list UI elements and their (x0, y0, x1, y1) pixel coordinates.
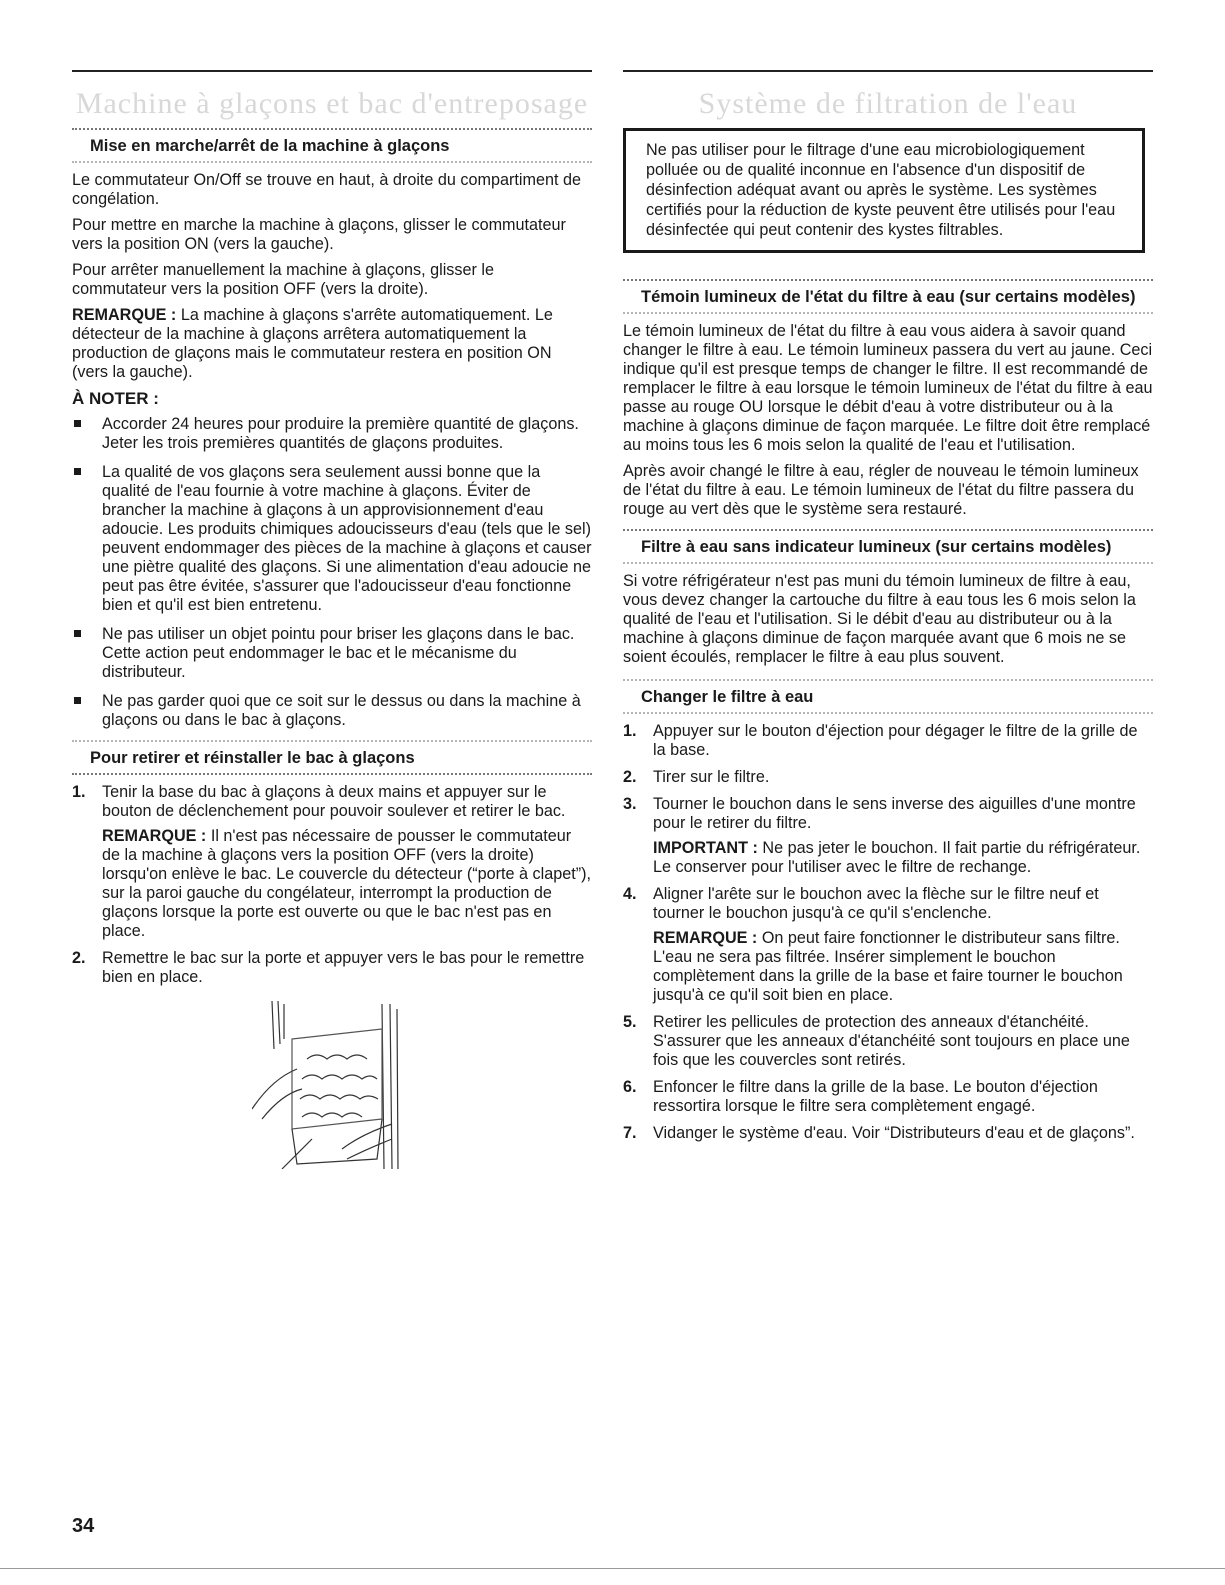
step-number: 1. (623, 722, 637, 740)
step-number: 4. (623, 885, 637, 903)
paragraph: Si votre réfrigérateur n'est pas muni du témoin lumineux de filtre à eau, vous devez changer la cartouche du filtre à eau tous les 6 mois selon la qualité de l'eau et l'utilisation. Si le débit d'eau au distributeur ou à la machine à glaçons diminue de façon marquée avant que 6 mois ne se soient écoulés, remplacer le filtre à eau plus souvent. (623, 572, 1136, 666)
subheading-change-filter: Changer le filtre à eau (641, 688, 814, 706)
step-text: Enfoncer le filtre dans la grille de la base. Le bouton d'éjection ressortira lorsque le filtre sera complètement engagé. (653, 1078, 1098, 1115)
step-text: Tirer sur le filtre. (653, 768, 770, 786)
square-bullet-icon (74, 630, 81, 637)
step-item (623, 768, 1153, 787)
step-number: 5. (623, 1013, 637, 1031)
remark-paragraph (102, 827, 592, 941)
step-item (623, 885, 1153, 1005)
page-number: 34 (72, 1515, 95, 1537)
bottom-rule (0, 1568, 1225, 1569)
paragraph: Pour arrêter manuellement la machine à glaçons, glisser le commutateur vers la position OFF (vers la droite). (72, 261, 494, 298)
note-list (72, 415, 592, 730)
ice-bin-illustration (252, 999, 432, 1169)
section-title-ice-maker: Machine à glaçons et bac d'entreposage (75, 87, 589, 120)
top-rule (72, 70, 592, 72)
important-label: IMPORTANT : (653, 839, 758, 857)
step-item (623, 1078, 1153, 1116)
important-text: Ne pas jeter le bouchon. Il fait partie du réfrigérateur. Le conserver pour l'utiliser avec le filtre de rechange. (653, 839, 1141, 876)
step-number: 7. (623, 1124, 637, 1142)
list-item (72, 415, 592, 453)
list-item (72, 463, 592, 615)
remark-text: Il n'est pas nécessaire de pousser le commutateur de la machine à glaçons vers la position OFF (vers la droite) lorsqu'on enlève le bac. Le couvercle du détecteur (“porte à clapet”), sur la paroi gauche du congélateur, interrompt la production de glaçons lorsque la porte est ouverte ou que le bac n'est pas en place. (102, 827, 591, 940)
step-text: Vidanger le système d'eau. Voir “Distributeurs d'eau et de glaçons”. (653, 1124, 1135, 1142)
subheading-filter-no-light: Filtre à eau sans indicateur lumineux (sur certains modèles) (641, 538, 1112, 556)
warning-text: Ne pas utiliser pour le filtrage d'une eau microbiologiquement polluée ou de qualité inconnue en l'absence d'un dispositif de désinfection adéquat avant ou après le système. Les systèmes certifiés pour la réduction de kyste peuvent être utilisés pour l'eau désinfectée qui peut contenir des kystes filtrables. (646, 141, 1116, 239)
list-item-text: Ne pas garder quoi que ce soit sur le dessus ou dans la machine à glaçons ou dans le bac à glaçons. (102, 692, 581, 729)
remove-bin-steps (72, 783, 592, 987)
step-text: Retirer les pellicules de protection des anneaux d'étanchéité. S'assurer que les anneaux d'étanchéité sont toujours en place une fois que les couvercles sont retirés. (653, 1013, 1130, 1069)
square-bullet-icon (74, 697, 81, 704)
right-column (623, 70, 1153, 1151)
step-number: 1. (72, 783, 86, 801)
note-heading: À NOTER : (72, 389, 159, 408)
remark-label: REMARQUE : (72, 306, 177, 324)
subheading-filter-status-light: Témoin lumineux de l'état du filtre à eau (sur certains modèles) (641, 288, 1136, 306)
remark-label: REMARQUE : (102, 827, 207, 845)
step-number: 6. (623, 1078, 637, 1096)
list-item-text: Accorder 24 heures pour produire la première quantité de glaçons. Jeter les trois premières quantités de glaçons produites. (102, 415, 579, 452)
important-paragraph (653, 839, 1153, 877)
paragraph: Le commutateur On/Off se trouve en haut, à droite du compartiment de congélation. (72, 171, 581, 208)
step-text: Appuyer sur le bouton d'éjection pour dégager le filtre de la grille de la base. (653, 722, 1138, 759)
step-text: Remettre le bac sur la porte et appuyer vers le bas pour le remettre bien en place. (102, 949, 585, 986)
step-text: Aligner l'arête sur le bouchon avec la flèche sur le filtre neuf et tourner le bouchon jusqu'à ce qu'il s'enclenche. (653, 885, 1099, 922)
left-column (72, 70, 592, 1169)
square-bullet-icon (74, 468, 81, 475)
remark-paragraph (72, 306, 592, 382)
remark-paragraph (653, 929, 1153, 1005)
paragraph: Le témoin lumineux de l'état du filtre à eau vous aidera à savoir quand changer le filtre à eau. Le témoin lumineux passera du vert au jaune. Ceci indique qu'il est presque temps de changer le filtre. Il est recommandé de remplacer le filtre à eau lorsque le témoin lumineux de l'état du filtre à eau passe au rouge OU lorsque le débit d'eau à votre distributeur ou à la machine à glaçons diminue de façon marquée. Le filtre doit être remplacé au moins tous les 6 mois selon la qualité de l'eau et l'utilisation. (623, 322, 1153, 454)
list-item (72, 625, 592, 682)
step-item (623, 1013, 1153, 1070)
square-bullet-icon (74, 420, 81, 427)
step-item (623, 795, 1153, 877)
warning-box (623, 128, 1145, 253)
remark-text: On peut faire fonctionner le distributeur sans filtre. L'eau ne sera pas filtrée. Insérer simplement le bouchon complètement dans la grille de la base et faire tourner le bouchon jusqu'à ce qu'il soit bien en place. (653, 929, 1123, 1004)
paragraph: Pour mettre en marche la machine à glaçons, glisser le commutateur vers la position ON (vers la gauche). (72, 216, 566, 253)
remark-text: La machine à glaçons s'arrête automatiquement. Le détecteur de la machine à glaçons arrêtera automatiquement la production de glaçons mais le commutateur restera en position ON (vers la gauche). (72, 306, 553, 381)
subheading-remove-bin: Pour retirer et réinstaller le bac à glaçons (90, 749, 415, 767)
remark-label: REMARQUE : (653, 929, 758, 947)
list-item (72, 692, 592, 730)
step-item (72, 949, 592, 987)
section-title-water-filtration: Système de filtration de l'eau (698, 87, 1078, 120)
step-item (623, 722, 1153, 760)
step-item (623, 1124, 1153, 1143)
ice-bin-drawing (252, 999, 432, 1169)
step-text: Tourner le bouchon dans le sens inverse des aiguilles d'une montre pour le retirer du filtre. (653, 795, 1136, 832)
step-item (72, 783, 592, 941)
change-filter-steps (623, 722, 1153, 1143)
paragraph: Après avoir changé le filtre à eau, régler de nouveau le témoin lumineux de l'état du filtre à eau. Le témoin lumineux de l'état du filtre passera du rouge au vert dès que le système sera restauré. (623, 462, 1139, 518)
top-rule (623, 70, 1153, 72)
step-number: 2. (72, 949, 86, 967)
list-item-text: La qualité de vos glaçons sera seulement aussi bonne que la qualité de l'eau fournie à votre machine à glaçons. Éviter de brancher la machine à glaçons à un approvisionnement d'eau adoucie. Les produits chimiques adoucisseurs d'eau (tels que le sel) peuvent endommager des pièces de la machine à glaçons et causer une piètre qualité des glaçons. Si une alimentation d'eau adoucie ne peut pas être évitée, s'assurer que l'adoucisseur d'eau fonctionne bien et qu'il est bien entretenu. (102, 463, 592, 614)
step-number: 3. (623, 795, 637, 813)
subheading-ice-maker-onoff: Mise en marche/arrêt de la machine à glaçons (90, 137, 450, 155)
list-item-text: Ne pas utiliser un objet pointu pour briser les glaçons dans le bac. Cette action peut endommager le bac et le mécanisme du distributeur. (102, 625, 575, 681)
step-text: Tenir la base du bac à glaçons à deux mains et appuyer sur le bouton de déclenchement pour pouvoir soulever et retirer le bac. (102, 783, 566, 820)
step-number: 2. (623, 768, 637, 786)
